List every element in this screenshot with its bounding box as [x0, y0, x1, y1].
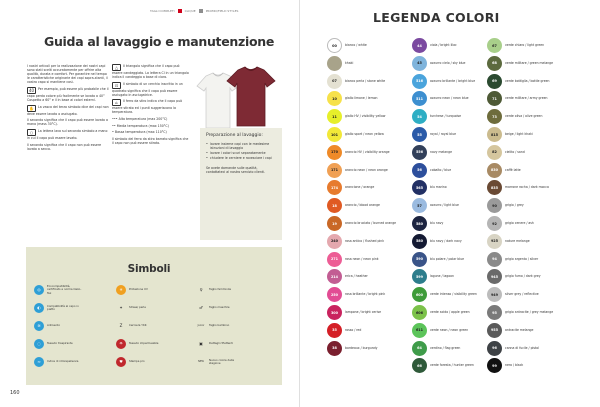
symbol-label: Taglio maschile — [209, 305, 230, 310]
color-swatch-label: azzurro / light blue — [430, 203, 459, 208]
color-swatch-circle: 55 — [412, 127, 427, 142]
color-swatch-label: giallo HV / visibility yellow — [345, 114, 386, 119]
color-swatch-label: lagune / lagoon — [430, 274, 455, 279]
color-swatch-label: verdino / flag green — [430, 345, 461, 350]
symbol-item — [116, 303, 165, 313]
color-swatch-circle: 95 — [487, 305, 502, 320]
symbol-label: Taglio bambino — [209, 323, 230, 328]
preparation-item: • lavare i colori scuri separatamente — [206, 151, 276, 155]
color-swatch-item — [412, 286, 496, 303]
symbol-item — [34, 357, 83, 367]
color-swatch-circle: 815 — [487, 127, 502, 142]
color-swatch-item — [487, 215, 571, 232]
page-number: 160 — [10, 390, 20, 396]
symbol-item — [196, 357, 245, 367]
color-swatch-label: lampone / bright cerise — [345, 310, 381, 314]
symbol-item — [196, 303, 245, 313]
color-swatch-item — [487, 126, 571, 143]
color-swatch-circle: 56 — [412, 163, 427, 178]
care-paragraph: 40 Per esempio, può essere più probabile che il capo perda colore più facilmente se lavato a 40° Cospetto a 60° e il in base ai colori esterni. — [27, 86, 109, 103]
color-swatch-circle: 90 — [487, 198, 502, 213]
symbol-label: Antivento — [47, 323, 60, 328]
color-swatch-label: arancio bruciato / burned orange — [345, 221, 397, 225]
color-swatch-item — [487, 197, 571, 214]
tumble-dry-icon: ⊡ — [112, 82, 121, 89]
care-text-column-1 — [27, 64, 109, 153]
color-swatch-label: azzurro cielo / sky blue — [430, 60, 466, 65]
header-item: CLIQUE — [184, 9, 196, 13]
color-swatch-item — [327, 179, 411, 196]
color-swatch-circle: 68 — [487, 56, 502, 71]
symbol-icon: ☂ — [116, 339, 126, 349]
preparation-heading: Preparazione al lavaggio: — [206, 133, 263, 138]
symbol-label: Stampa pro — [129, 359, 145, 364]
color-swatch-circle: 565 — [412, 180, 427, 195]
color-swatch-label: blu navy — [430, 221, 444, 225]
symbol-icon: ♀ — [199, 287, 203, 293]
color-swatch-item — [327, 73, 411, 90]
color-swatch-item — [327, 37, 411, 54]
color-swatch-label: verde oliva / olive green — [505, 114, 543, 119]
color-swatch-circle: 214 — [327, 269, 342, 284]
color-swatch-label: verde intenso / visibility green — [430, 292, 477, 297]
color-swatch-circle: 955 — [487, 323, 502, 338]
symbol-icon: ◎ — [34, 285, 44, 295]
color-swatch-item — [487, 357, 571, 374]
color-swatch-item — [412, 251, 496, 268]
dry-clean-icon: ○ — [27, 129, 36, 136]
color-swatch-item — [412, 179, 496, 196]
color-swatch-label: arancio HV / visibility orange — [345, 149, 390, 154]
color-swatch-item — [412, 37, 496, 54]
symbol-label: Strass/ perle — [129, 305, 146, 310]
care-text-column-2 — [112, 64, 190, 148]
color-swatch-label: rosa brillante / bright pink — [345, 292, 386, 297]
color-swatch-circle: 925 — [487, 234, 502, 249]
color-swatch-circle: 580 — [412, 234, 427, 249]
iron-icon: ⌂ — [112, 99, 121, 106]
symbol-label: Dettagli riflettenti — [209, 341, 233, 346]
care-paragraph: ⌂ Il ferro da stiro indica che il capo può essere stirato ed i punti suggeriscono la temperatura. — [112, 99, 183, 115]
color-swatch-label: navy melange — [430, 149, 453, 154]
color-swatch-label: verde neon / neon green — [430, 327, 469, 332]
color-swatch-label: grigio cenere / ash — [505, 221, 534, 225]
color-swatch-circle: 580 — [412, 216, 427, 231]
color-swatch-circle: 73 — [487, 109, 502, 124]
bleach-triangle-icon: △ — [112, 64, 121, 71]
color-swatch-label: bordeaux / burgundy — [345, 345, 378, 350]
preparation-item: • chiudere le cerniere e rovesciare i capi — [206, 156, 276, 160]
color-swatch-circle: 54 — [412, 109, 427, 124]
color-swatch-circle: 511 — [412, 91, 427, 106]
color-swatch-label: azzurro neon / neon blue — [430, 96, 469, 101]
symbol-item — [196, 339, 245, 349]
color-swatch-item — [487, 108, 571, 125]
header-item: TAGLI COMPLETI — [150, 9, 175, 13]
care-paragraph: I nostri articoli per la realizzazione dei nostri capi sono stati scelti accuratamente per offrire alta qualità, durata e comfort. Per garantire nel tempo le caratteristiche originarie dei capi sopra-stanti, il vostro capo si mantiene così. — [27, 64, 108, 85]
color-swatch-circle: 271 — [327, 252, 342, 267]
symbol-item — [196, 285, 245, 295]
color-swatch-circle: 57 — [412, 198, 427, 213]
color-swatch-label: caffè latte — [505, 167, 521, 172]
color-swatch-circle: 240 — [327, 234, 342, 249]
color-swatch-circle: 945 — [487, 269, 502, 284]
care-paragraph: ••• Alta temperatura (max 200°C) — [112, 117, 168, 122]
symbol-item — [34, 285, 83, 295]
care-paragraph: • Bassa temperatura (max 110°C) — [112, 130, 167, 135]
color-swatch-item — [412, 233, 496, 250]
color-swatch-circle: 606 — [412, 305, 427, 320]
color-swatch-label: blu polare / polar blue — [430, 256, 465, 261]
color-swatch-label: cielito / sand — [505, 149, 525, 154]
symbol-item — [34, 303, 83, 313]
color-swatch-label: giallo sport / neon yellow — [345, 132, 384, 136]
color-swatch-label: royal / royal blue — [430, 132, 457, 136]
color-swatch-circle: 44 — [412, 38, 427, 53]
symbol-icon: ♂ — [199, 305, 203, 311]
color-swatch-item — [412, 144, 496, 161]
burgundy-tshirt-image — [226, 66, 276, 128]
color-swatch-label: marrone rocha / dark mocca — [505, 185, 549, 190]
color-swatch-item — [327, 304, 411, 321]
preparation-footer: Se avete domande sulle qualità, contattateci al nostro servizio clienti. — [206, 166, 266, 175]
color-swatch-circle: 69 — [487, 74, 502, 89]
color-swatch-circle: 174 — [327, 180, 342, 195]
symbol-item — [116, 321, 165, 331]
color-swatch-item — [327, 55, 411, 72]
color-swatch-circle: 07 — [327, 74, 342, 89]
color-swatch-item — [327, 126, 411, 143]
color-swatch-item — [412, 162, 496, 179]
symbol-icon: NEW — [198, 360, 204, 364]
color-swatch-item — [487, 304, 571, 321]
color-swatch-circle: 19 — [327, 216, 342, 231]
color-legend-title: LEGENDA COLORI — [373, 10, 500, 25]
symbol-item — [116, 357, 165, 367]
color-swatch-circle: 300 — [327, 305, 342, 320]
color-swatch-item — [327, 233, 411, 250]
color-swatch-label: verde foresta / hunter green — [430, 363, 474, 368]
header-swatch-red — [178, 9, 182, 13]
symbol-item — [196, 321, 245, 331]
color-swatch-label: blu navy / dark navy — [430, 238, 462, 243]
care-paragraph: Il simbolo del ferro da stiro barrato significa che il capo non può essere stirato. — [112, 136, 189, 145]
color-swatch-item — [487, 73, 571, 90]
color-swatch-label: khaki — [345, 60, 354, 65]
care-paragraph: ○ La lettera lava sul secondo simbolo a mano in cui il capo può essere lavato. — [27, 128, 108, 140]
color-swatch-item — [327, 215, 411, 232]
color-swatch-circle: 170 — [327, 145, 342, 160]
symbol-label: Cerniera YKK — [129, 323, 147, 328]
color-swatch-label: antracite melange — [505, 327, 534, 332]
color-swatch-label: verde militare / green melange — [505, 60, 554, 65]
color-swatch-label: rosa neon / neon pink — [345, 256, 379, 261]
color-swatch-circle: 599 — [412, 269, 427, 284]
symbol-label: Protezione UV — [129, 287, 148, 292]
color-swatch-circle: 71 — [487, 91, 502, 106]
color-swatch-item — [327, 144, 411, 161]
color-swatch-circle: 600 — [412, 287, 427, 302]
symbol-label: Compatibilità al capo in piatto — [47, 303, 79, 311]
symbol-icon: ▣ — [199, 341, 203, 347]
color-swatch-item — [327, 286, 411, 303]
color-swatch-item — [412, 304, 496, 321]
color-swatch-item — [412, 73, 496, 90]
header-strip — [150, 8, 290, 14]
header-item: PROMO/FIELD STYLES — [205, 9, 239, 13]
color-swatch-label: grigio antracite / grey melange — [505, 310, 554, 314]
color-swatch-circle: 45 — [412, 56, 427, 71]
symbol-label: Ecocompatibilità, certificato a norma Oeko-Tex — [47, 284, 82, 295]
color-swatch-item — [327, 90, 411, 107]
preparation-list — [206, 142, 276, 160]
color-swatch-label: grigio / grey — [505, 203, 524, 208]
color-swatch-item — [487, 90, 571, 107]
color-swatch-circle: 516 — [412, 74, 427, 89]
color-swatch-circle: 99 — [487, 358, 502, 373]
color-swatch-label: arancio neon / neon orange — [345, 167, 388, 172]
color-swatch-circle: 171 — [327, 163, 342, 178]
color-swatch-item — [412, 108, 496, 125]
color-swatch-item — [487, 55, 571, 72]
color-swatch-circle: 92 — [487, 216, 502, 231]
symbol-item — [116, 285, 165, 295]
color-swatch-label: cobalto / blue — [430, 167, 452, 172]
color-swatch-label: nero / black — [505, 363, 524, 368]
color-swatch-circle: 949 — [487, 287, 502, 302]
symbol-label: Tessuto traspirante — [47, 341, 73, 346]
symbol-icon: ☀ — [116, 285, 126, 295]
color-swatch-item — [412, 55, 496, 72]
color-swatch-circle: 67 — [487, 38, 502, 53]
color-swatch-circle — [327, 56, 342, 71]
color-swatch-circle: 250 — [327, 287, 342, 302]
color-swatch-label: verde bottiglia / bottle green — [505, 78, 550, 83]
symbol-icon: ✦ — [119, 305, 123, 311]
color-swatch-circle: 38 — [327, 341, 342, 356]
color-swatch-item — [487, 322, 571, 339]
color-swatch-label: viola / bright lilac — [430, 43, 457, 47]
symbol-label: Taglio femminile — [209, 287, 231, 292]
color-swatch-label: arancio / blood orange — [345, 203, 380, 208]
color-swatch-circle: 590 — [412, 252, 427, 267]
color-swatch-item — [487, 162, 571, 179]
symbol-icon: Z — [119, 323, 123, 329]
color-swatch-label: azzurro brillante / bright blue — [430, 78, 476, 83]
color-swatch-item — [487, 37, 571, 54]
care-paragraph: •• Media temperatura (max 150°C) — [112, 123, 169, 128]
color-swatch-circle: 35 — [327, 323, 342, 338]
symbol-item — [116, 339, 165, 349]
color-swatch-circle: 830 — [487, 163, 502, 178]
symbol-label: Tessuto impermeabile — [129, 341, 159, 346]
color-swatch-item — [487, 251, 571, 268]
wash-tub-icon: 40 — [28, 87, 35, 93]
color-swatch-circle: 64 — [412, 341, 427, 356]
right-page — [300, 0, 600, 407]
color-swatch-circle: 835 — [487, 180, 502, 195]
color-swatch-circle: 101 — [327, 127, 342, 142]
symbol-icon: ◌ — [34, 339, 44, 349]
color-swatch-label: rosso / red — [345, 327, 362, 332]
color-swatch-circle: 94 — [487, 252, 502, 267]
color-swatch-item — [412, 322, 496, 339]
symbol-icon: ≋ — [34, 321, 44, 331]
color-swatch-circle: 556 — [412, 145, 427, 160]
hand-wash-icon: ✋ — [27, 105, 36, 112]
color-swatch-label: verde chiaro / light green — [505, 43, 545, 47]
color-swatch-label: verde militare / army green — [505, 96, 548, 101]
care-paragraph: Il secondo significa che il capo può essere lavato a mano (mass 30°C). — [27, 118, 108, 127]
symbol-item — [34, 339, 83, 349]
color-swatch-circle: 18 — [327, 198, 342, 213]
color-swatch-item — [327, 108, 411, 125]
color-swatch-circle: 96 — [487, 341, 502, 356]
color-swatch-item — [487, 233, 571, 250]
preparation-box — [200, 128, 282, 240]
color-swatch-item — [327, 268, 411, 285]
color-swatch-item — [412, 90, 496, 107]
color-swatch-label: arancione / orange — [345, 185, 375, 190]
color-swatch-label: canna di fucile / pistol — [505, 345, 539, 350]
color-swatch-item — [412, 268, 496, 285]
header-swatch-grey — [199, 9, 203, 13]
color-swatch-label: blu marino — [430, 185, 447, 190]
color-swatch-item — [412, 215, 496, 232]
color-swatch-circle: 00 — [327, 38, 342, 53]
color-swatch-circle: 11 — [327, 109, 342, 124]
color-swatch-item — [487, 286, 571, 303]
color-swatch-label: silver grey / reflective — [505, 292, 539, 297]
color-swatch-item — [327, 197, 411, 214]
symbols-title: Simboli — [127, 263, 171, 275]
care-paragraph: ✋ La vasca del terzo simbolo dice dei capi non deve essere lavato o asciugato. — [27, 104, 109, 116]
color-swatch-label: rosa antico / flushed pink — [345, 238, 385, 243]
color-swatch-label: nature melange — [505, 238, 530, 243]
color-swatch-label: grigio argento / silver — [505, 256, 539, 261]
symbol-item — [34, 321, 83, 331]
color-swatch-label: turchese / turquoise — [430, 114, 462, 119]
color-swatch-item — [412, 126, 496, 143]
color-swatch-circle: 10 — [327, 91, 342, 106]
care-paragraph: ⊡ Il simbolo di un cerchio inscritto in un quadrato significa che il capo può essere asciugato in asciugatrice. — [112, 81, 183, 97]
color-swatch-label: bianco / white — [345, 43, 367, 47]
color-swatch-item — [327, 322, 411, 339]
color-swatch-item — [487, 179, 571, 196]
color-swatch-item — [487, 340, 571, 357]
care-paragraph: △ Il triangolo significa che il capo può essere candeggiato. La lettera Cl in un triangolo indica il candeggio a base di cloro. — [112, 64, 189, 80]
preparation-item: • lavare insieme capi con le medesime istruzioni di lavaggio — [206, 142, 276, 150]
color-swatch-item — [327, 162, 411, 179]
symbol-label: Indice di idrorepellenza — [47, 359, 79, 364]
color-swatch-item — [487, 144, 571, 161]
care-paragraph: Il secondo significa che il capo non può essere lavato a secco. — [27, 142, 102, 151]
symbol-icon: ◐ — [34, 303, 44, 313]
color-swatch-label: erica / heather — [345, 274, 368, 279]
color-swatch-circle: 82 — [487, 145, 502, 160]
color-swatch-item — [412, 357, 496, 374]
color-swatch-item — [412, 340, 496, 357]
color-swatch-item — [487, 268, 571, 285]
color-swatch-label: grigio fumo / dark grey — [505, 274, 541, 279]
symbol-label: Nuovo colore della stagione — [209, 357, 235, 365]
color-swatch-item — [327, 251, 411, 268]
color-swatch-label: bianco perla / stone white — [345, 78, 386, 83]
color-swatch-circle: 611 — [412, 323, 427, 338]
color-swatch-label: beige / light khaki — [505, 132, 533, 136]
color-swatch-label: giallo limone / lemon — [345, 96, 378, 101]
color-swatch-label: verde acido / apple green — [430, 310, 470, 314]
color-swatch-item — [412, 197, 496, 214]
color-swatch-circle: 66 — [412, 358, 427, 373]
symbol-icon: ♥ — [116, 357, 126, 367]
color-swatch-item — [327, 340, 411, 357]
symbol-icon: Junior — [197, 324, 205, 328]
page-title: Guida al lavaggio e manutenzione — [44, 34, 275, 49]
symbol-icon: ≈ — [34, 357, 44, 367]
